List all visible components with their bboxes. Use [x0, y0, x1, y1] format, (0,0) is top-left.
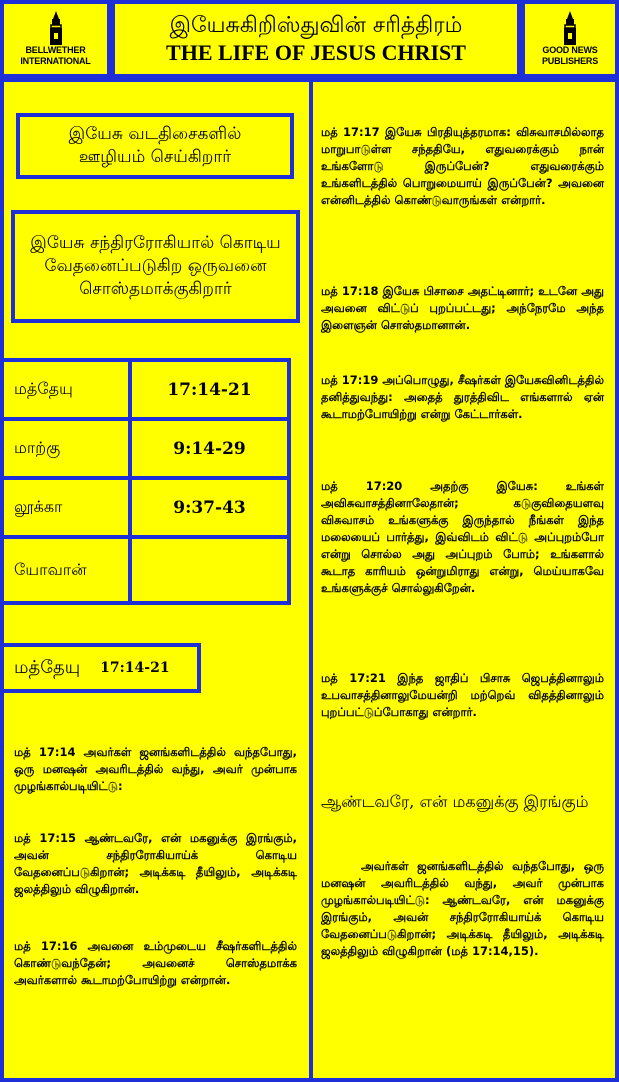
reference-verse — [132, 539, 287, 601]
bellwether-logo-line1: BELLWETHER — [25, 45, 86, 55]
event-heading-text: இயேசு சந்திரரோகியால் கொடிய வேதனைப்படுகிற ஒருவனை சொஸ்தமாக்குகிறார் — [30, 233, 281, 299]
passage-ref: 17:14-21 — [100, 660, 170, 676]
page-title-english: THE LIFE OF JESUS CHRIST — [166, 40, 466, 65]
reference-verse: 9:14-29 — [173, 438, 246, 459]
bellwether-logo-line2: INTERNATIONAL — [20, 56, 91, 66]
section-heading-text: இயேசு வடதிசைகளில் ஊழியம் செய்கிறார் — [68, 124, 242, 167]
verse-17-20: மத் 17:20 அதற்கு இயேசு: உங்கள் அவிசுவாசத்தினாலேதான்; கடுகுவிதையளவு விசுவாசம் உங்களுக்கு இருந்தால் நீங்கள் இந்த மலையைப் பார்த்து, இவ்விடம் விட்டு அப்புறம்போ என்று சொல்ல அது அப்புறம் போம்; உங்களால் கூடாத காரியம் ஒன்றுமிராது என்று, மெய்யாகவே உங்களுக்குச் சொல்லுகிறேன். — [321, 479, 604, 595]
reference-row-john — [0, 535, 291, 605]
reference-verse: 17:14-21 — [167, 379, 252, 400]
reference-row-mark — [0, 417, 291, 480]
summary-paragraph: அவர்கள் ஜனங்களிடத்தில் வந்தபோது, ஒரு மனஷன் அவரிடத்தில் வந்து, அவர் முன்பாக முழங்கால்படியிட்டு: ஆண்டவரே, என் மகனுக்கு இரங்கும், அவன் சந்திரரோகியாய்க் கொடிய வேதனைப்படுகிறான்; அடிக்கடி தீயிலும், அடிக்கடி ஜலத்திலும் விழுகிறான் (மத் 17:14,15). — [321, 859, 604, 958]
verse-17-15: மத் 17:15 ஆண்டவரே, என் மகனுக்கு இரங்கும், அவன் சந்திரரோகியாய்க் கொடிய வேதனைப்படுகிறான்; அடிக்கடி தீயிலும், அடிக்கடி ஜலத்திலும் விழுகிறான். — [14, 831, 297, 896]
verse-17-19: மத் 17:19 அப்பொழுது, சீஷர்கள் இயேசுவினிடத்தில் தனித்துவந்து: அதைத் துரத்திவிட எங்களால் ஏன் கூடாமற்போயிற்று என்று கேட்டார்கள். — [321, 373, 604, 421]
bellwether-logo — [0, 0, 111, 78]
reference-verse: 9:37-43 — [173, 497, 246, 518]
verse-17-18: மத் 17:18 இயேசு பிசாசை அதட்டினார்; உடனே அது அவனை விட்டுப் புறப்பட்டது; அந்நேரமே அந்த இளைஞன் சொஸ்தமானான். — [321, 284, 604, 332]
passage-label — [0, 643, 201, 693]
bell-tower-icon — [561, 11, 579, 45]
reference-row-matthew — [0, 358, 291, 421]
reference-book: லூக்கா — [4, 480, 132, 535]
page-header — [111, 0, 521, 78]
verse-17-21: மத் 17:21 இந்த ஜாதிப் பிசாசு ஜெபத்தினாலும் உபவாசத்தினாலுமேயன்றி மற்றெவ் விதத்தினாலும் புறப்பட்டுப்போகாது என்றார். — [321, 671, 604, 719]
reference-book: யோவான் — [4, 539, 132, 601]
subheading: ஆண்டவரே, என் மகனுக்கு இரங்கும் — [321, 792, 589, 811]
verse-17-17: மத் 17:17 இயேசு பிரதியுத்தரமாக: விசுவாசமில்லாத மாறுபாடுள்ள சந்ததியே, எதுவரைக்கும் நான் உங்களோடு இருப்பேன்? எதுவரைக்கும் உங்களிடத்தில் பொறுமையாய் இருப்பேன்? அவனை என்னிடத்தில் கொண்டுவாருங்கள் என்றார். — [321, 125, 604, 207]
good-news-logo-line1: GOOD NEWS — [542, 45, 598, 55]
event-heading — [11, 210, 300, 323]
verse-17-16: மத் 17:16 அவனை உம்முடைய சீஷர்களிடத்தில் கொண்டுவந்தேன்; அவனைச் சொஸ்தமாக்க அவர்களால் கூடாமற்போயிற்று என்றான். — [14, 939, 297, 987]
section-heading — [16, 113, 294, 179]
bell-tower-icon — [47, 11, 65, 45]
verse-17-14: மத் 17:14 அவர்கள் ஜனங்களிடத்தில் வந்தபோது, ஒரு மனஷன் அவரிடத்தில் வந்து, அவர் முன்பாக முழங்கால்படியிட்டு: — [14, 745, 297, 793]
reference-book: மத்தேயு — [4, 362, 132, 417]
good-news-logo-line2: PUBLISHERS — [541, 56, 598, 66]
reference-book: மாற்கு — [4, 421, 132, 476]
page-title-tamil: இயேசுகிறிஸ்துவின் சரித்திரம் — [169, 13, 463, 38]
good-news-publishers-logo — [521, 0, 619, 78]
passage-book: மத்தேயு — [14, 656, 81, 678]
reference-row-luke — [0, 476, 291, 539]
